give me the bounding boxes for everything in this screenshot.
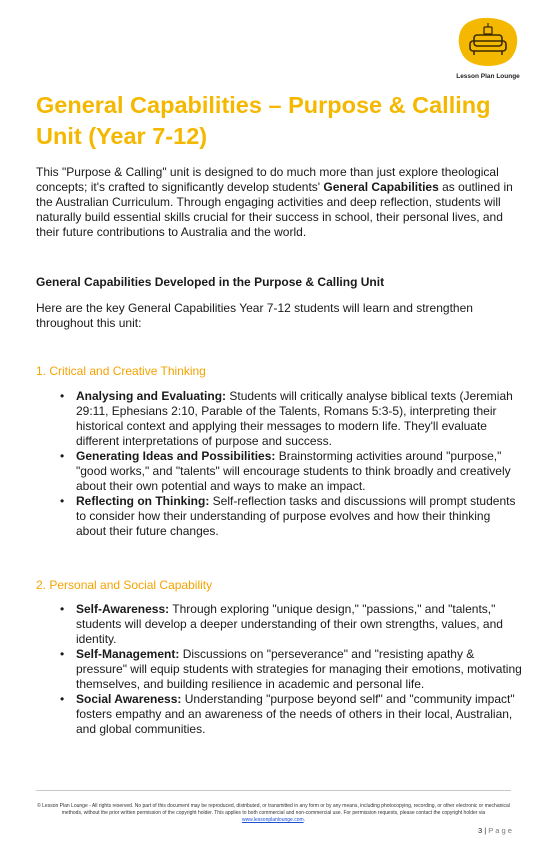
list-item-term: Self-Management: [76, 647, 180, 661]
list-item [60, 647, 523, 692]
lounge-sofa-icon [457, 17, 519, 67]
bullet-list-critical-thinking [60, 389, 523, 539]
list-item-text: Brainstorming activities around "purpose," "good works," and "talents" will encourage students to think broadly and creatively about their own potential and ways to make an impact. [76, 449, 511, 493]
list-item-term: Generating Ideas and Possibilities: [76, 449, 276, 463]
bullet-icon: • [60, 647, 65, 661]
logo [452, 17, 524, 80]
list-item [60, 449, 523, 494]
page-number-separator: | [482, 826, 489, 835]
footer-divider [36, 790, 511, 791]
list-item-term: Social Awareness: [76, 692, 182, 706]
list-item-text: Students will critically analyse biblical texts (Jeremiah 29:11, Ephesians 2:10, Parable of the Talents, Romans 5:3-5), interpreting their historical context and applying their messages to modern life. They'll evaluate different interpretations of purpose and success. [76, 389, 513, 448]
footer-copyright-text: © Lesson Plan Lounge - All rights reserved. No part of this document may be reproduced, distributed, or transmitted in any form or by any means, including photocopying, recording, or other electronic or mechanical methods, without the prior written permission of the copyright holder. This applies to both commercial and non-commercial use. For permission requests, please contact the copyright holder via [37, 803, 510, 816]
footer-copyright [36, 803, 511, 824]
bullet-icon: • [60, 389, 65, 403]
bullet-icon: • [60, 449, 65, 463]
section-subheading: General Capabilities Developed in the Purpose & Calling Unit [36, 275, 385, 289]
list-item [60, 602, 523, 647]
bullet-list-personal-social [60, 602, 523, 737]
page-number-value: 3 [478, 826, 483, 835]
intro-bold-text: General Capabilities [323, 180, 439, 194]
logo-text: Lesson Plan Lounge [456, 73, 520, 80]
section-heading-critical-thinking: 1. Critical and Creative Thinking [36, 364, 206, 378]
bullet-icon: • [60, 692, 65, 706]
page-title: General Capabilities – Purpose & Calling Unit (Year 7-12) [36, 92, 491, 149]
bullet-icon: • [60, 602, 65, 616]
list-item-text: Understanding "purpose beyond self" and "community impact" fosters empathy and an awareness of the needs of others in their local, Australian, and global communities. [76, 692, 515, 736]
page-label: P a g e [488, 826, 512, 835]
list-item-text: Discussions on "perseverance" and "resisting apathy & pressure" will equip students with strategies for managing their emotions, motivating themselves, and building resilience in academic and personal life. [76, 647, 522, 691]
section-heading-personal-social: 2. Personal and Social Capability [36, 578, 213, 592]
list-item-text: Through exploring "unique design," "passions," and "talents," students will develop a deeper understanding of their own strengths, values, and identity. [76, 602, 503, 646]
list-item [60, 692, 523, 737]
lead-paragraph: Here are the key General Capabilities Year 7-12 students will learn and strengthen throughout this unit: [36, 301, 473, 330]
list-item [60, 389, 523, 449]
footer-website-link[interactable]: www.lessonplanlounge.com [241, 817, 304, 823]
intro-text-2: as outlined in the Australian Curriculum. Through engaging activities and deep reflection, students will naturally build essential skills crucial for their success in school, their personal lives, and their future contributions to Australia and the world. [36, 180, 513, 239]
list-item-term: Analysing and Evaluating: [76, 389, 227, 403]
page-number [478, 826, 512, 835]
intro-text-1: This "Purpose & Calling" unit is designed to do much more than just explore theological concepts; it's crafted to significantly develop students' [36, 165, 499, 194]
list-item [60, 494, 523, 539]
list-item-text: Self-reflection tasks and discussions will prompt students to consider how their understanding of purpose evolves and how their thinking about their future changes. [76, 494, 516, 538]
footer-link-suffix: . [303, 817, 306, 823]
list-item-term: Self-Awareness: [76, 602, 170, 616]
list-item-term: Reflecting on Thinking: [76, 494, 210, 508]
bullet-icon: • [60, 494, 65, 508]
intro-paragraph [36, 165, 516, 240]
